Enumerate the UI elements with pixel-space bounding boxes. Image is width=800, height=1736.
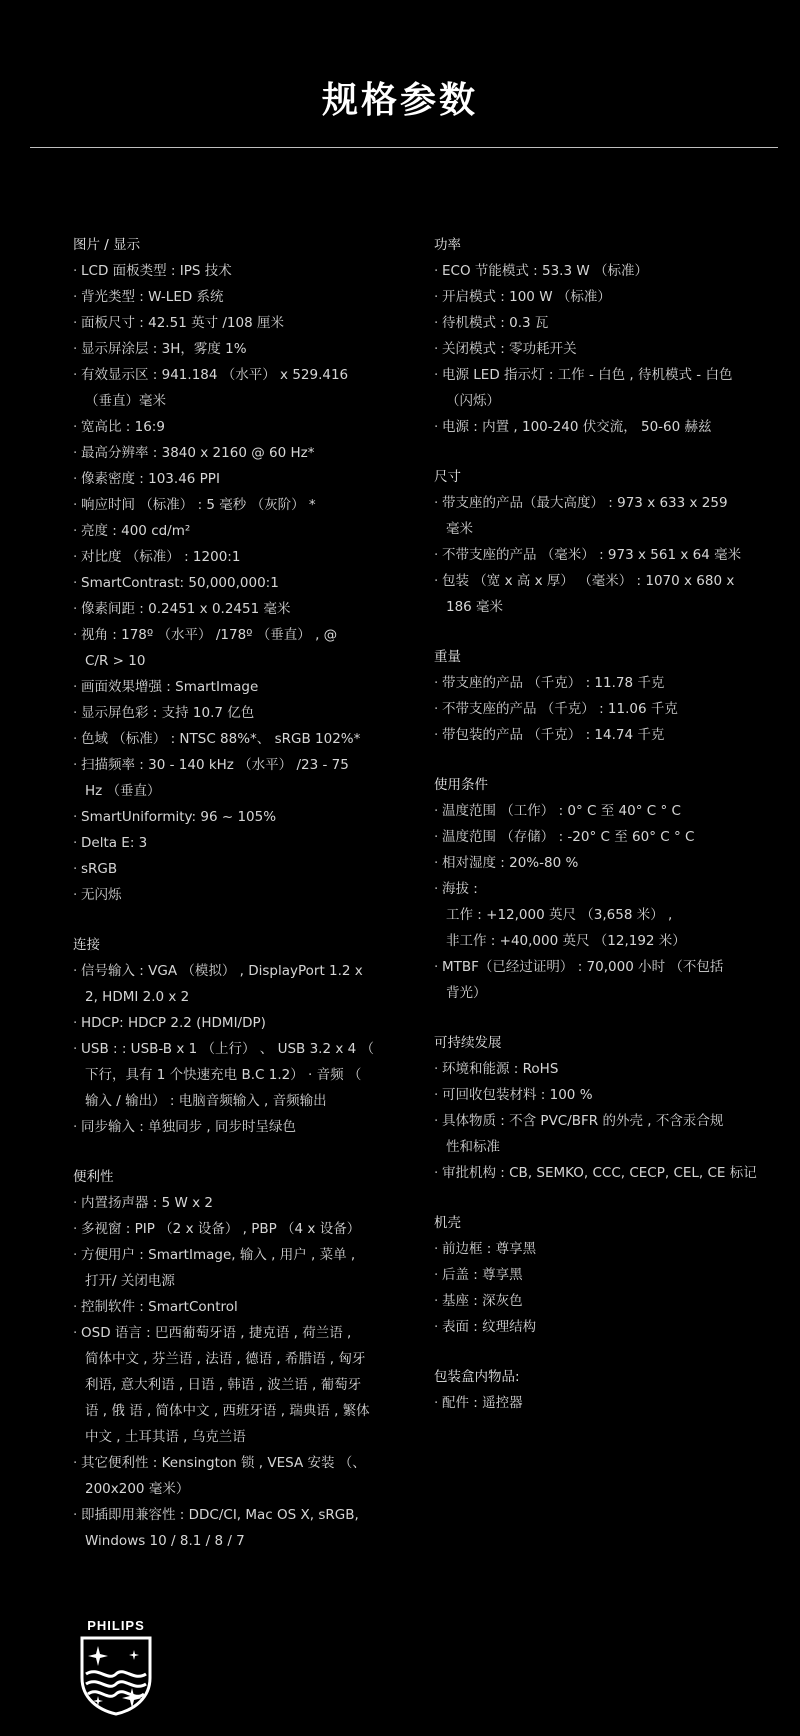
spec-section bbox=[434, 772, 764, 1006]
section-title: 便利性 bbox=[73, 1169, 114, 1185]
spec-item: · 面板尺寸 : 42.51 英寸 /108 厘米 bbox=[73, 310, 393, 336]
spec-line-continuation: 186 毫米 bbox=[446, 599, 504, 615]
spec-item: · 像素间距 : 0.2451 x 0.2451 毫米 bbox=[73, 596, 393, 622]
spec-item: · LCD 面板类型 : IPS 技术 bbox=[73, 258, 393, 284]
spec-item: · 扫描频率 : 30 - 140 kHz （水平） /23 - 75 bbox=[73, 752, 393, 778]
spec-item: · 带支座的产品 （千克） : 11.78 千克 bbox=[434, 670, 764, 696]
spec-item: · 前边框 : 尊享黑 bbox=[434, 1236, 764, 1262]
spec-item: · 响应时间 （标准） : 5 毫秒 （灰阶） * bbox=[73, 492, 393, 518]
spec-list bbox=[73, 958, 393, 1140]
spec-item: · 环境和能源 : RoHS bbox=[434, 1056, 764, 1082]
spec-list bbox=[434, 798, 764, 1006]
page-title: 规格参数 bbox=[321, 80, 478, 121]
spec-item: · USB : : USB-B x 1 （上行） 、 USB 3.2 x 4 （ bbox=[73, 1036, 393, 1062]
spec-line-continuation: Hz （垂直） bbox=[85, 783, 161, 799]
spec-line-continuation: 背光） bbox=[446, 985, 487, 1001]
spec-item: · 亮度 : 400 cd/m² bbox=[73, 518, 393, 544]
spec-item: · 内置扬声器 : 5 W x 2 bbox=[73, 1190, 393, 1216]
spec-item: · 信号输入 : VGA （模拟） , DisplayPort 1.2 x bbox=[73, 958, 393, 984]
spec-item: · 即插即用兼容性 : DDC/CI, Mac OS X, sRGB, bbox=[73, 1502, 393, 1528]
spec-line-continuation: 中文 , 土耳其语 , 乌克兰语 bbox=[85, 1429, 246, 1445]
spec-item: · 显示屏色彩 : 支持 10.7 亿色 bbox=[73, 700, 393, 726]
spec-item: · 背光类型 : W-LED 系统 bbox=[73, 284, 393, 310]
spec-section bbox=[73, 232, 393, 908]
spec-line-continuation: 性和标准 bbox=[446, 1139, 500, 1155]
spec-item: · 不带支座的产品 （千克） : 11.06 千克 bbox=[434, 696, 764, 722]
section-title: 尺寸 bbox=[434, 469, 461, 485]
spec-item: · 关闭模式 : 零功耗开关 bbox=[434, 336, 764, 362]
logo-wordmark: PHILIPS bbox=[87, 1618, 145, 1633]
spec-line-continuation: Windows 10 / 8.1 / 8 / 7 bbox=[85, 1533, 245, 1549]
spec-item: · 最高分辨率 : 3840 x 2160 @ 60 Hz* bbox=[73, 440, 393, 466]
spec-item: · 像素密度 : 103.46 PPI bbox=[73, 466, 393, 492]
spec-item: · SmartUniformity: 96 ~ 105% bbox=[73, 804, 393, 830]
spec-item: · 海拔 : bbox=[434, 876, 764, 902]
section-title: 机壳 bbox=[434, 1215, 461, 1231]
section-title: 重量 bbox=[434, 649, 461, 665]
spec-item: · 其它便利性 : Kensington 锁 , VESA 安装 （、 bbox=[73, 1450, 393, 1476]
spec-item: · 开启模式 : 100 W （标准） bbox=[434, 284, 764, 310]
spec-item: · 带支座的产品（最大高度） : 973 x 633 x 259 bbox=[434, 490, 764, 516]
spec-section bbox=[73, 932, 393, 1140]
spec-item: · 审批机构 : CB, SEMKO, CCC, CECP, CEL, CE 标记 bbox=[434, 1160, 764, 1186]
spec-line-continuation: 语 , 俄 语 , 简体中文 , 西班牙语 , 瑞典语 , 繁体 bbox=[85, 1403, 370, 1419]
spec-item: · 有效显示区 : 941.184 （水平） x 529.416 bbox=[73, 362, 393, 388]
spec-list bbox=[434, 1236, 764, 1340]
philips-shield-icon bbox=[78, 1636, 154, 1716]
spec-section bbox=[434, 644, 764, 748]
spec-list bbox=[73, 258, 393, 908]
spec-line-continuation: （垂直）毫米 bbox=[85, 393, 166, 409]
spec-item: · 包装 （宽 x 高 x 厚） （毫米） : 1070 x 680 x bbox=[434, 568, 764, 594]
spec-line-continuation: 200x200 毫米） bbox=[85, 1481, 190, 1497]
spec-section bbox=[434, 1364, 764, 1416]
spec-item: · OSD 语言 : 巴西葡萄牙语 , 捷克语 , 荷兰语 , bbox=[73, 1320, 393, 1346]
spec-line-continuation: 输入 / 输出） : 电脑音频输入 , 音频输出 bbox=[85, 1093, 327, 1109]
spec-line-continuation: C/R > 10 bbox=[85, 653, 146, 669]
spec-item: · 同步输入 : 单独同步 , 同步时呈绿色 bbox=[73, 1114, 393, 1140]
spec-item: · 画面效果增强 : SmartImage bbox=[73, 674, 393, 700]
spec-section bbox=[73, 1164, 393, 1554]
spec-item: · 具体物质 : 不含 PVC/BFR 的外壳 , 不含汞合规 bbox=[434, 1108, 764, 1134]
spec-item: · 带包装的产品 （千克） : 14.74 千克 bbox=[434, 722, 764, 748]
spec-item: · 方便用户 : SmartImage, 输入 , 用户 , 菜单 , bbox=[73, 1242, 393, 1268]
spec-item: · SmartContrast: 50,000,000:1 bbox=[73, 570, 393, 596]
spec-item: · 宽高比 : 16:9 bbox=[73, 414, 393, 440]
spec-list bbox=[434, 1056, 764, 1186]
spec-item: · 待机模式 : 0.3 瓦 bbox=[434, 310, 764, 336]
spec-item: · 温度范围 （工作） : 0° C 至 40° C ° C bbox=[434, 798, 764, 824]
spec-item: · 显示屏涂层 : 3H，雾度 1% bbox=[73, 336, 393, 362]
spec-line-continuation: 毫米 bbox=[446, 521, 473, 537]
section-title: 图片 / 显示 bbox=[73, 237, 141, 253]
left-column bbox=[73, 232, 393, 1578]
spec-item: · 控制软件 : SmartControl bbox=[73, 1294, 393, 1320]
philips-logo bbox=[78, 1618, 154, 1718]
spec-section bbox=[434, 1210, 764, 1340]
spec-item: · MTBF（已经过证明） : 70,000 小时 （不包括 bbox=[434, 954, 764, 980]
spec-item: · sRGB bbox=[73, 856, 393, 882]
spec-line-continuation: 打开/ 关闭电源 bbox=[85, 1273, 175, 1289]
spec-item: · ECO 节能模式 : 53.3 W （标准） bbox=[434, 258, 764, 284]
spec-item: · 不带支座的产品 （毫米） : 973 x 561 x 64 毫米 bbox=[434, 542, 764, 568]
section-title: 包装盒内物品: bbox=[434, 1369, 520, 1385]
spec-line-continuation: 工作 : +12,000 英尺 （3,658 米） , bbox=[446, 907, 673, 923]
spec-section bbox=[434, 464, 764, 620]
spec-item: · 表面 : 纹理结构 bbox=[434, 1314, 764, 1340]
spec-item: · Delta E: 3 bbox=[73, 830, 393, 856]
spec-section bbox=[434, 1030, 764, 1186]
spec-item: · 多视窗 : PIP （2 x 设备） , PBP （4 x 设备） bbox=[73, 1216, 393, 1242]
spec-line-continuation: （闪烁） bbox=[446, 393, 500, 409]
spec-item: · 视角 : 178º （水平） /178º （垂直） , @ bbox=[73, 622, 393, 648]
spec-item: · 配件 : 遥控器 bbox=[434, 1390, 764, 1416]
section-title: 功率 bbox=[434, 237, 461, 253]
spec-line-continuation: 2, HDMI 2.0 x 2 bbox=[85, 989, 190, 1005]
section-title: 可持续发展 bbox=[434, 1035, 502, 1051]
spec-item: · 电源 LED 指示灯 : 工作 - 白色 , 待机模式 - 白色 bbox=[434, 362, 764, 388]
spec-list bbox=[434, 1390, 764, 1416]
spec-item: · HDCP: HDCP 2.2 (HDMI/DP) bbox=[73, 1010, 393, 1036]
spec-line-continuation: 利语, 意大利语 , 日语 , 韩语 , 波兰语 , 葡萄牙 bbox=[85, 1377, 362, 1393]
right-column bbox=[434, 232, 764, 1440]
spec-list bbox=[434, 258, 764, 440]
spec-item: · 温度范围 （存储） : -20° C 至 60° C ° C bbox=[434, 824, 764, 850]
spec-item: · 色域 （标准） : NTSC 88%*、 sRGB 102%* bbox=[73, 726, 393, 752]
spec-list bbox=[434, 670, 764, 748]
spec-item: · 可回收包装材料 : 100 % bbox=[434, 1082, 764, 1108]
spec-line-continuation: 非工作 : +40,000 英尺 （12,192 米） bbox=[446, 933, 686, 949]
section-title: 连接 bbox=[73, 937, 100, 953]
spec-line-continuation: 下行，具有 1 个快速充电 B.C 1.2） · 音频 （ bbox=[85, 1067, 362, 1083]
spec-item: · 无闪烁 bbox=[73, 882, 393, 908]
spec-item: · 后盖 : 尊享黑 bbox=[434, 1262, 764, 1288]
spec-list bbox=[73, 1190, 393, 1554]
spec-item: · 电源 : 内置 , 100-240 伏交流， 50-60 赫兹 bbox=[434, 414, 764, 440]
spec-list bbox=[434, 490, 764, 620]
spec-item: · 基座 : 深灰色 bbox=[434, 1288, 764, 1314]
section-title: 使用条件 bbox=[434, 777, 488, 793]
spec-line-continuation: 简体中文 , 芬兰语 , 法语 , 德语 , 希腊语 , 匈牙 bbox=[85, 1351, 366, 1367]
spec-section bbox=[434, 232, 764, 440]
spec-item: · 对比度 （标准） : 1200:1 bbox=[73, 544, 393, 570]
title-divider bbox=[30, 147, 778, 148]
spec-item: · 相对湿度 : 20%-80 % bbox=[434, 850, 764, 876]
